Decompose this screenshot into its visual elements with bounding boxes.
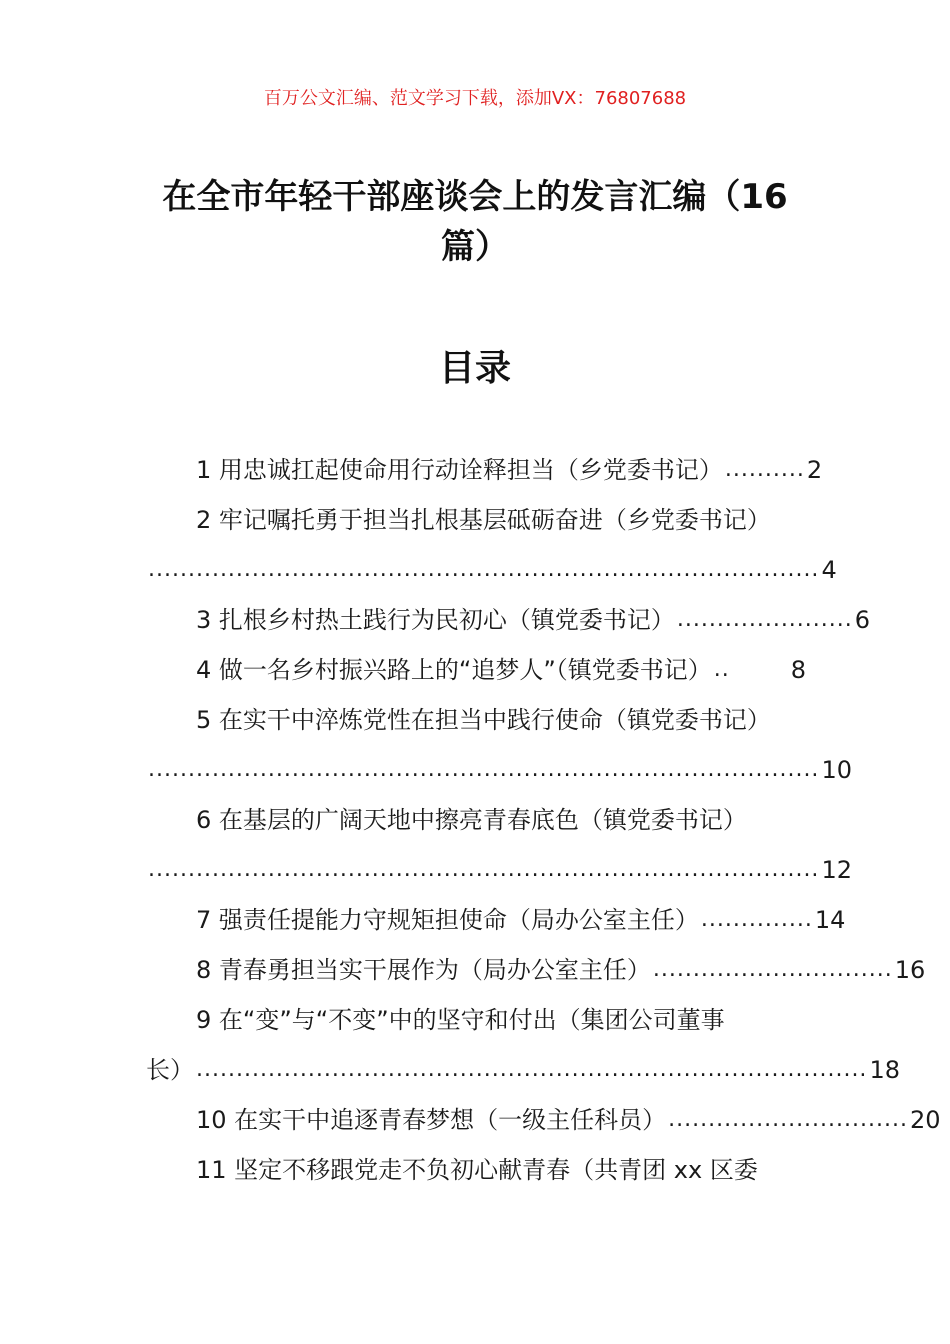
toc-entry-page: 4 — [821, 556, 837, 584]
toc-entry-title: 3 扎根乡村热土践行为民初心（镇党委书记） — [196, 606, 675, 634]
toc-leader-dots: .............................. — [668, 1107, 908, 1132]
toc-entry-title: 9 在“变”与“不变”中的坚守和付出（集团公司董事 — [196, 1006, 725, 1034]
document-title-line2: 篇） — [441, 227, 509, 267]
toc-entry-title: 5 在实干中淬炼党性在担当中践行使命（镇党委书记） — [196, 706, 771, 734]
toc-entry-title: 1 用忠诚扛起使命用行动诠释担当（乡党委书记） — [196, 456, 723, 484]
toc-entry-page: 12 — [821, 856, 852, 884]
toc-entry-title: 6 在基层的广阔天地中擦亮青春底色（镇党委书记） — [196, 806, 747, 834]
toc-entry-page: 18 — [869, 1056, 900, 1084]
toc-entry[interactable] — [146, 995, 900, 1095]
toc-entry-title: 4 做一名乡村振兴路上的“追梦人”（镇党委书记） — [196, 656, 712, 684]
toc-entry[interactable] — [146, 895, 846, 945]
toc-entry-title-cont: 长） — [146, 1056, 194, 1084]
toc-leader-dots: .................................................................................... — [148, 857, 820, 882]
toc-entry-page: 2 — [806, 456, 823, 484]
toc-heading: 目录 — [438, 348, 511, 389]
toc-entry[interactable] — [146, 1145, 806, 1195]
toc-entry-page: 10 — [821, 756, 852, 784]
toc-entry-page: 14 — [814, 906, 846, 934]
toc-entry-page: 20 — [909, 1106, 941, 1134]
toc-leader-dots: .......... — [724, 457, 805, 482]
toc-leader-dots: ...................... — [676, 607, 853, 632]
toc-entry-title: 8 青春勇担当实干展作为（局办公室主任） — [196, 956, 651, 984]
toc-entry-title: 2 牢记嘱托勇于担当扎根基层砥砺奋进（乡党委书记） — [196, 506, 771, 534]
toc-entry-title: 7 强责任提能力守规矩担使命（局办公室主任） — [196, 906, 699, 934]
table-of-contents — [146, 445, 941, 1195]
toc-leader-dots: .................................................................................... — [196, 1057, 868, 1082]
toc-entry-page: 16 — [894, 956, 926, 984]
toc-leader-dots: .............................. — [652, 957, 893, 982]
toc-entry[interactable] — [146, 695, 852, 795]
toc-entry[interactable] — [146, 795, 852, 895]
document-title — [130, 172, 820, 272]
toc-entry[interactable] — [146, 595, 871, 645]
toc-entry[interactable] — [146, 945, 926, 995]
toc-entry-page: 8 — [790, 656, 806, 684]
toc-entry[interactable] — [146, 645, 806, 695]
document-title-line1: 在全市年轻干部座谈会上的发言汇编（16 — [162, 177, 788, 217]
header-banner: 百万公文汇编、范文学习下载，添加VX：76807688 — [263, 88, 687, 109]
toc-entry[interactable] — [146, 445, 823, 495]
toc-entry-title: 11 坚定不移跟党走不负初心献青春（共青团 xx 区委 — [196, 1156, 758, 1184]
toc-entry-page: 6 — [854, 606, 871, 634]
toc-leader-dots: .............. — [700, 907, 813, 932]
toc-entry[interactable] — [146, 1095, 941, 1145]
toc-leader-dots: .. — [713, 657, 730, 682]
toc-entry[interactable] — [146, 495, 837, 595]
toc-leader-dots: .................................................................................... — [148, 757, 820, 782]
toc-leader-dots: .................................................................................... — [148, 557, 820, 582]
toc-entry-title: 10 在实干中追逐青春梦想（一级主任科员） — [196, 1106, 667, 1134]
